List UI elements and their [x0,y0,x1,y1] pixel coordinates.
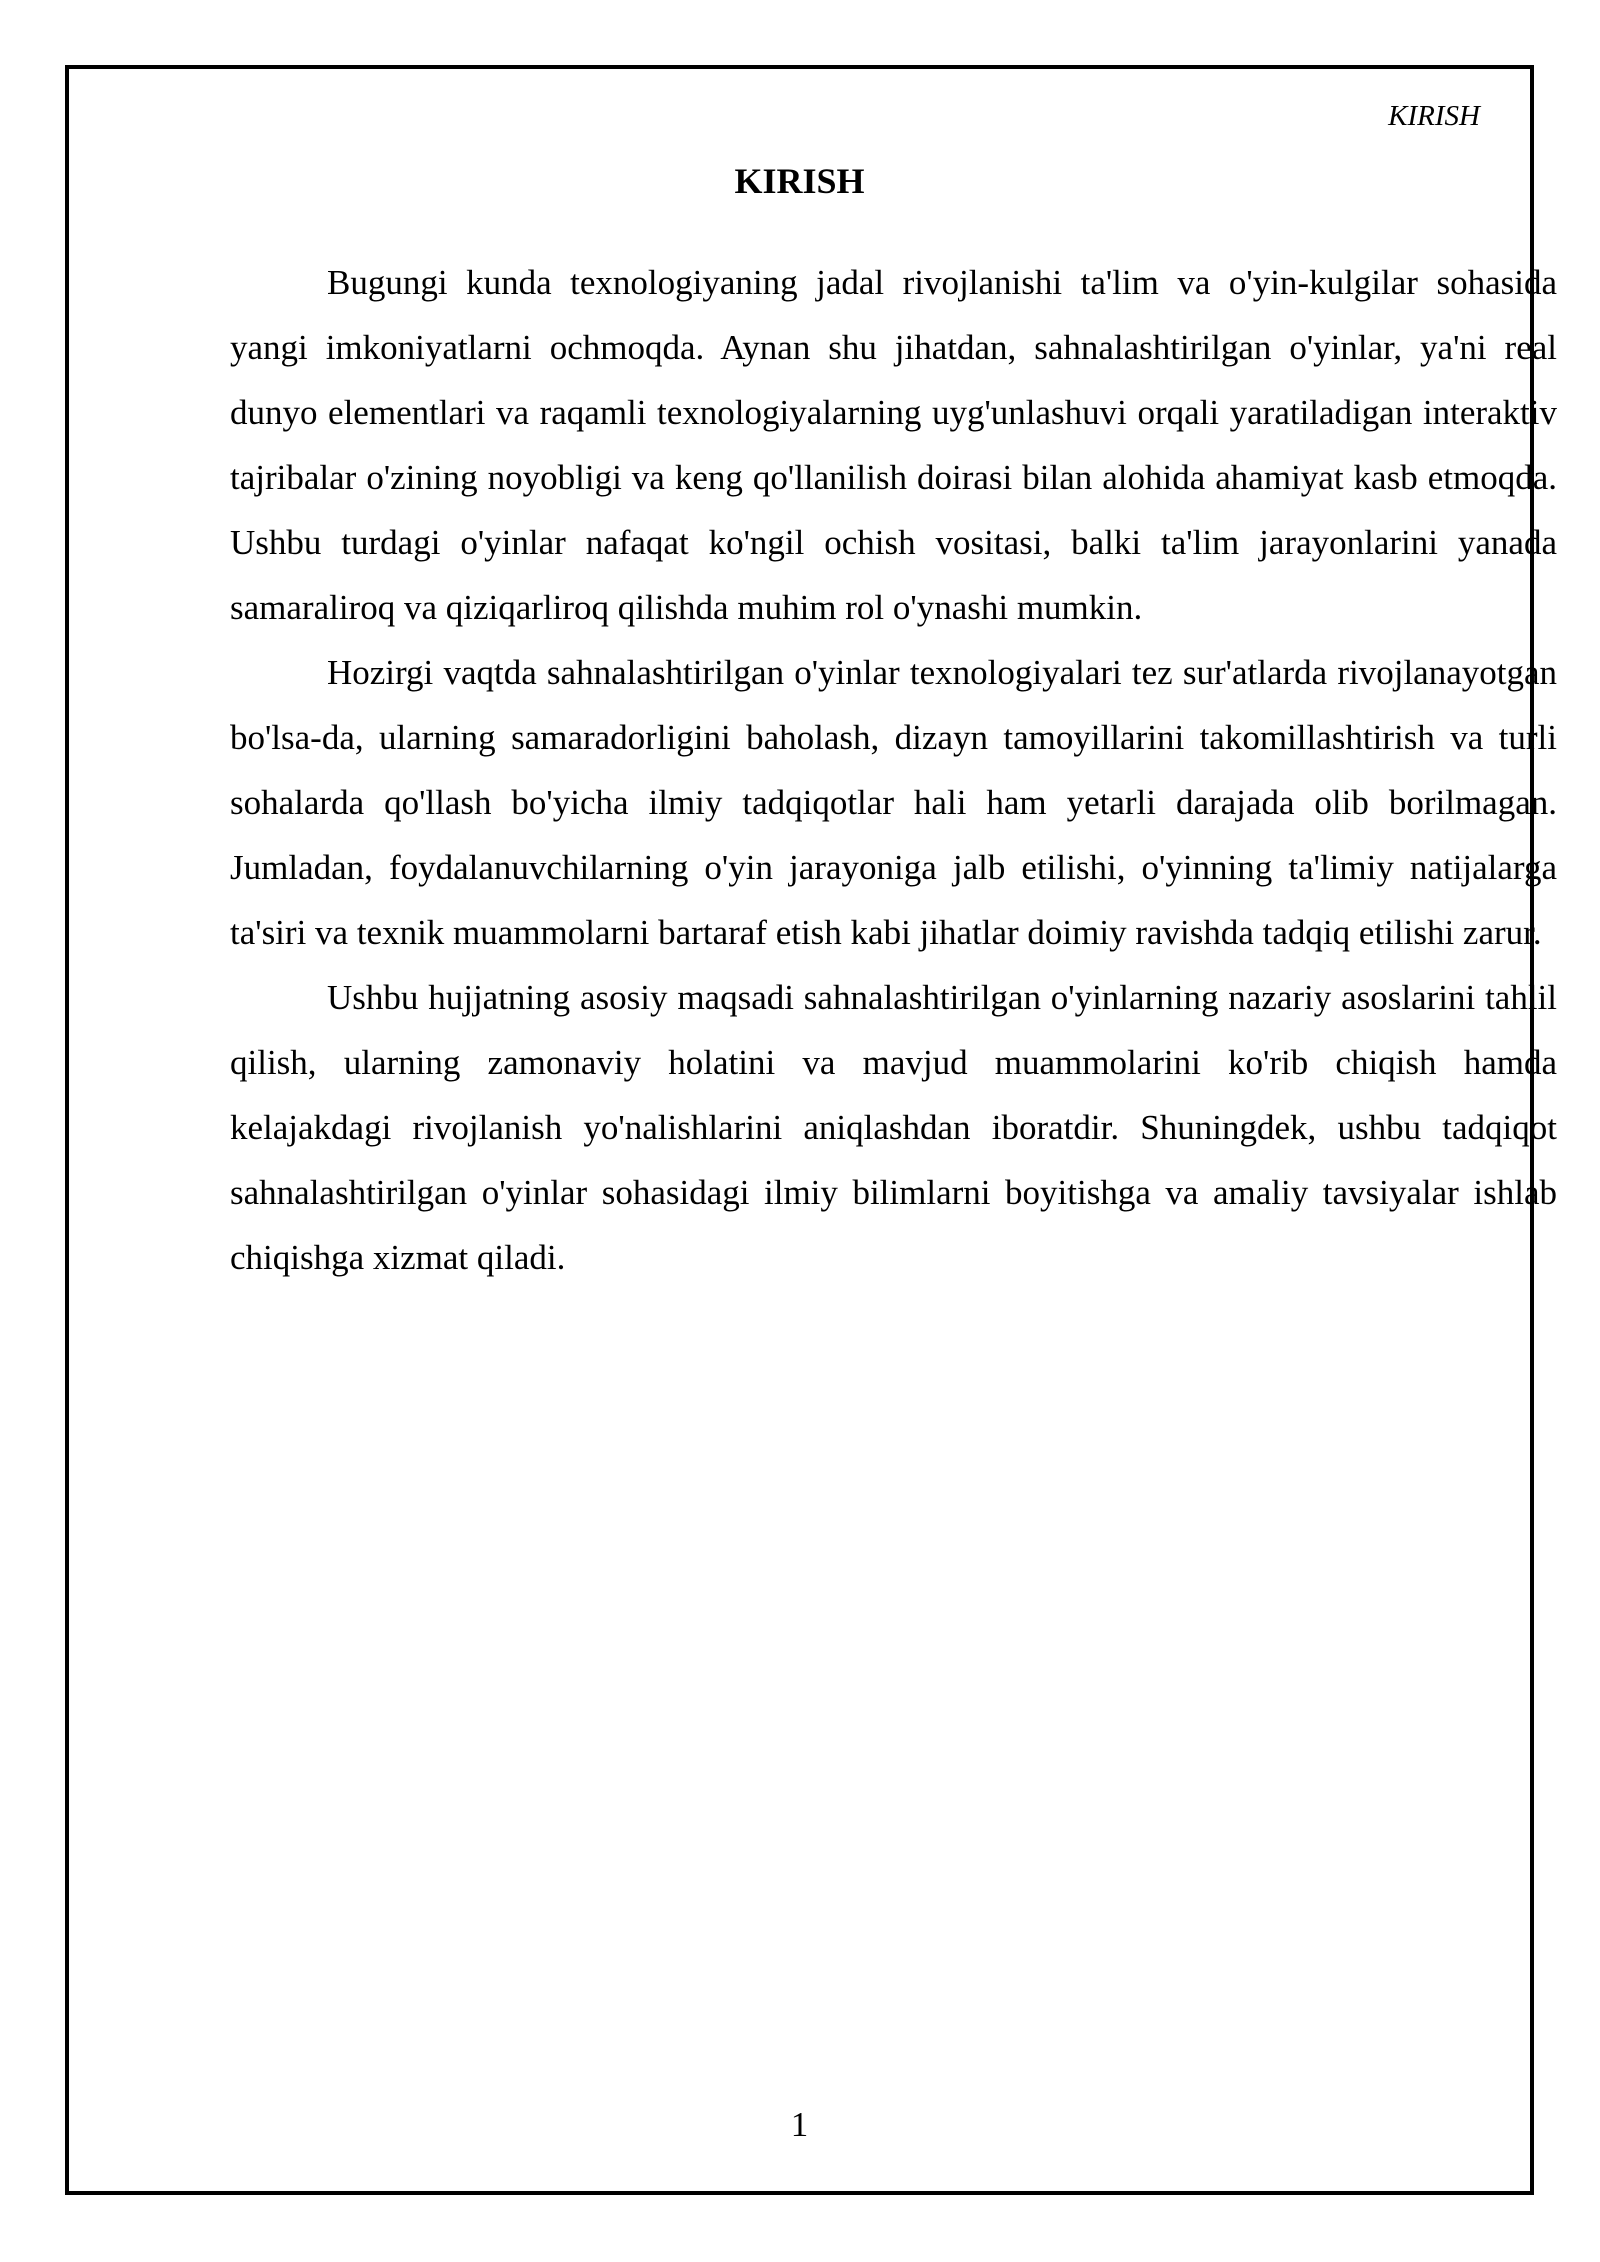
paragraph-1: Bugungi kunda texnologiyaning jadal rivojlanishi ta'lim va o'yin-kulgilar sohasida yangi imkoniyatlarni ochmoqda. Aynan shu jihatdan, sahnalashtirilgan o'yinlar, ya'ni real dunyo elementlari va raqamli texnologiyalarning uyg'unlashuvi orqali yaratiladigan interaktiv tajribalar o'zining noyobligi va keng qo'llanilish doirasi bilan alohida ahamiyat kasb etmoqda. Ushbu turdagi o'yinlar nafaqat ko'ngil ochish vositasi, balki ta'lim jarayonlarini yanada samaraliroq va qiziqarliroq qilishda muhim rol o'ynashi mumkin. [230,263,1557,627]
running-header: KIRISH [1388,100,1480,132]
paragraph-3: Ushbu hujjatning asosiy maqsadi sahnalashtirilgan o'yinlarning nazariy asoslarini tahlil qilish, ularning zamonaviy holatini va mavjud muammolarini ko'rib chiqish hamda kelajakdagi rivojlanish yo'nalishlarini aniqlashdan iboratdir. Shuningdek, ushbu tadqiqot sahnalashtirilgan o'yinlar sohasidagi ilmiy bilimlarni boyitishga va amaliy tavsiyalar ishlab chiqishga xizmat qiladi. [230,978,1557,1277]
page-number: 1 [790,2105,809,2144]
body-text [230,250,1557,1290]
paragraph-2: Hozirgi vaqtda sahnalashtirilgan o'yinlar texnologiyalari tez sur'atlarda rivojlanayotgan bo'lsa-da, ularning samaradorligini baholash, dizayn tamoyillarini takomillashtirish va turli sohalarda qo'llash bo'yicha ilmiy tadqiqotlar hali ham yetarli darajada olib borilmagan. Jumladan, foydalanuvchilarning o'yin jarayoniga jalb etilishi, o'yinning ta'limiy natijalarga ta'siri va texnik muammolarni bartaraf etish kabi jihatlar doimiy ravishda tadqiq etilishi zarur. [230,653,1557,952]
section-title: KIRISH [734,161,865,201]
page-border [65,65,1557,2195]
